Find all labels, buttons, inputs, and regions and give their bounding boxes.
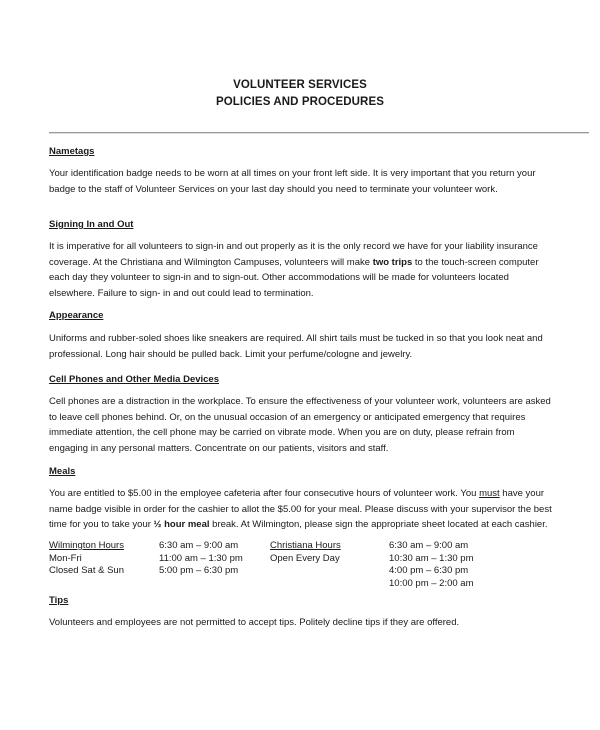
body-text: You are entitled to $5.00 in the employee cafeteria after four consecutive hours of volunteer work. You: [49, 488, 480, 499]
body-line: immediate attention, the cell phone may be carried on vibrate mode. When you are on duty, please refrain from: [49, 427, 515, 439]
body-line: [49, 517, 549, 533]
section-heading-appearance: Appearance: [49, 310, 104, 321]
body-line: Uniforms and rubber-soled shoes like sneakers are required. All shirt tails must be tucked in so that you look neat and: [49, 333, 543, 344]
wilmington-hours-label: Wilmington Hours: [49, 540, 124, 551]
time-range: 10:30 am – 1:30 pm: [389, 552, 474, 564]
section-body-tips: [49, 615, 549, 631]
body-line: each day they volunteer to sign-in and to sign-out. Other accommodations will be made for volunteers located: [49, 272, 509, 284]
section-heading-nametags: Nametags: [49, 146, 95, 157]
days-text: Open Every Day: [270, 552, 340, 564]
wilmington-days: [49, 540, 124, 578]
body-line: professional. Long hair should be pulled back. Limit your perfume/cologne and jewelry.: [49, 348, 413, 360]
section-heading-tips: Tips: [49, 595, 69, 606]
body-line: to leave cell phones behind. Or, on the unusual occasion of an emergency or anticipated emergency that requires: [49, 411, 526, 423]
christiana-hours-label: Christiana Hours: [270, 540, 341, 551]
wilmington-times: [159, 540, 243, 578]
body-text: coverage. At the Christiana and Wilmington Campuses, volunteers will make: [49, 256, 373, 268]
emphasis-text: must: [479, 488, 500, 499]
body-line: [49, 486, 549, 502]
section-body-appearance: [49, 331, 549, 362]
header-divider: [49, 132, 589, 133]
document-title: VOLUNTEER SERVICES: [233, 79, 367, 91]
section-body-signing: [49, 239, 549, 301]
body-text: to the touch-screen computer: [412, 256, 539, 268]
time-range: 5:00 pm – 6:30 pm: [159, 565, 239, 577]
emphasis-text: ½ hour meal: [153, 519, 210, 531]
days-text: Mon-Fri: [49, 552, 82, 564]
body-line: name badge visible in order for the cashier to allot the $5.00 for your meal. Please discuss with your supervisor the best: [49, 503, 552, 515]
time-range: 11:00 am – 1:30 pm: [159, 552, 243, 564]
time-range: 4:00 pm – 6:30 pm: [389, 565, 469, 577]
time-range: 10:00 pm – 2:00 am: [389, 578, 474, 590]
section-body-meals: [49, 486, 552, 533]
days-text: Closed Sat & Sun: [49, 565, 124, 577]
body-line: Your identification badge needs to be worn at all times on your front left side. It is very important that you return your: [49, 168, 536, 179]
section-heading-signing: Signing In and Out: [49, 219, 134, 230]
document-subtitle: POLICIES AND PROCEDURES: [215, 96, 384, 108]
christiana-days: [270, 540, 341, 565]
cafeteria-hours: [0, 540, 600, 590]
body-line: Volunteers and employees are not permitted to accept tips. Politely decline tips if they are offered.: [49, 617, 460, 628]
body-line: elsewhere. Failure to sign- in and out could lead to termination.: [49, 287, 314, 299]
section-body-nametags: [49, 166, 549, 197]
body-text: break. At Wilmington, please sign the appropriate sheet located at each cashier.: [209, 519, 548, 531]
christiana-times: [389, 540, 474, 591]
body-line: badge to the staff of Volunteer Services on your last day should you need to terminate your volunteer work.: [49, 183, 498, 195]
section-heading-meals: Meals: [49, 466, 76, 477]
body-text: time for you to take your: [49, 519, 154, 531]
time-range: 6:30 am – 9:00 am: [389, 540, 469, 551]
body-line: It is imperative for all volunteers to sign-in and out properly as it is the only record we have for your liability insurance: [49, 241, 538, 252]
time-range: 6:30 am – 9:00 am: [159, 540, 239, 551]
body-line: Cell phones are a distraction in the workplace. To ensure the effectiveness of your volunteer work, volunteers are asked: [49, 396, 551, 407]
body-line: [49, 255, 549, 271]
emphasis-text: two trips: [372, 256, 413, 268]
body-text: have your: [499, 488, 545, 499]
section-heading-cell-phones: Cell Phones and Other Media Devices: [49, 374, 219, 385]
section-body-cell-phones: [49, 394, 549, 456]
body-line: engaging in any personal matters. Concentrate on our patients, visitors and staff.: [49, 442, 389, 454]
